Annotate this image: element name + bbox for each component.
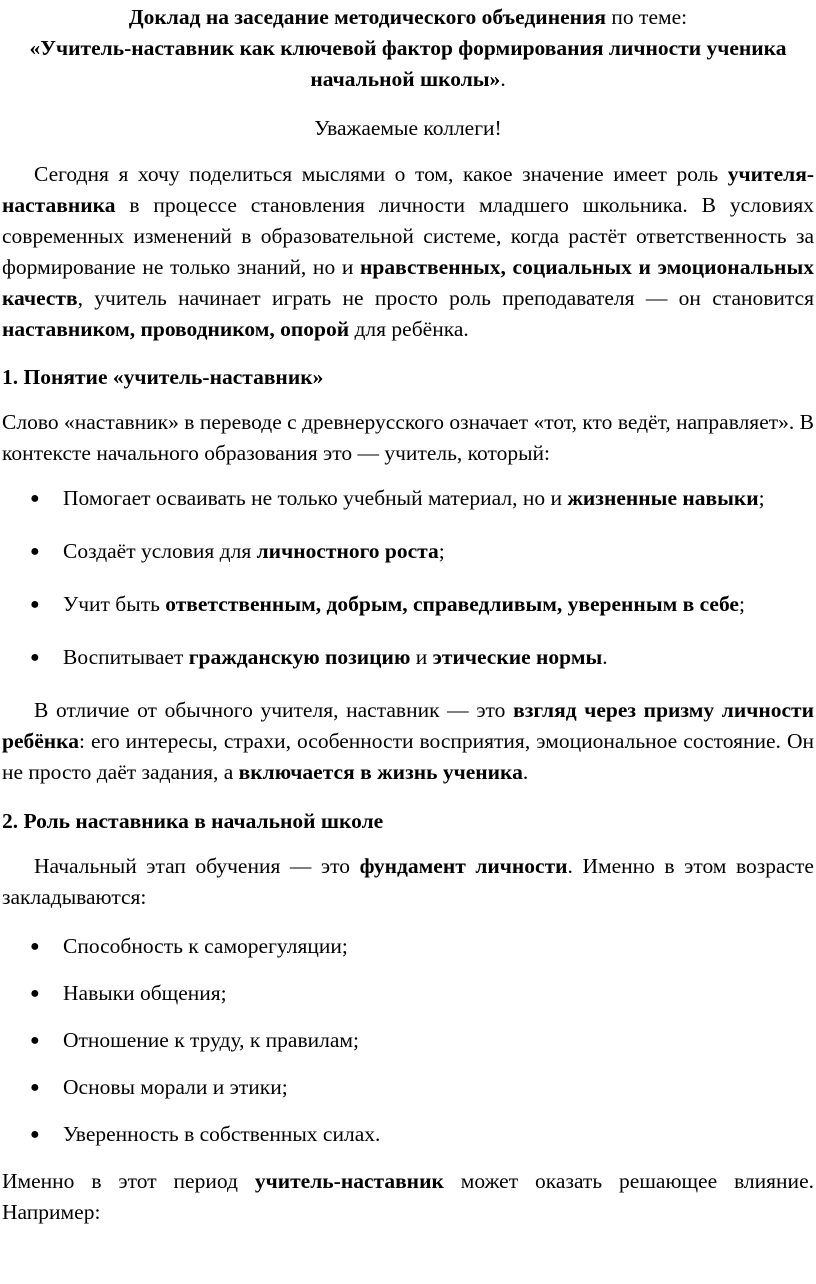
bullet-icon: ●	[30, 1126, 40, 1143]
section-2-heading: 2. Роль наставника в начальной школе	[2, 809, 384, 833]
greeting: Уважаемые коллеги!	[314, 116, 502, 140]
bullet-icon: ●	[30, 490, 40, 507]
intro-paragraph	[2, 159, 814, 345]
section-2-text-2: . Именно в этом возрасте закладываются:	[2, 854, 814, 909]
list-item-text: Создаёт условия для	[63, 539, 257, 563]
list-item	[2, 931, 814, 962]
intro-text-1: Сегодня я хочу поделиться мыслями о том, какое значение имеет роль	[34, 162, 728, 186]
list-item-text: Навыки общения;	[63, 981, 227, 1005]
bullet-icon: ●	[30, 938, 40, 955]
conclusion-bold-2: включается в жизнь ученика	[238, 760, 523, 784]
bullet-icon: ●	[30, 649, 40, 666]
list-item-bold: этические нормы	[432, 645, 603, 669]
list-item	[2, 1119, 814, 1150]
conclusion-bold-1: взгляд через призму личности ребёнка	[2, 698, 815, 753]
title-heading: Доклад на заседание методического объединения	[128, 5, 607, 29]
intro-bold-3: наставником, проводником, опорой	[2, 317, 350, 341]
conclusion-text-2: : его интересы, страхи, особенности восприятия, эмоциональное состояние. Он не просто даёт задания, а	[2, 729, 814, 784]
bullet-icon: ●	[30, 985, 40, 1002]
conclusion-text-3: .	[522, 760, 529, 784]
intro-bold-1: учителя-наставника	[2, 162, 814, 217]
report-title	[2, 2, 814, 95]
section-1-paragraph: Слово «наставник» в переводе с древнерусского означает «тот, кто ведёт, направляет». В контексте начального образования это — учитель, который:	[2, 410, 814, 465]
list-item	[2, 483, 814, 514]
intro-text-4: для ребёнка.	[349, 317, 469, 341]
list-item-end: ;	[738, 592, 745, 616]
list-item-text: Учит быть	[63, 592, 166, 616]
list-item-bold: личностного роста	[256, 539, 439, 563]
title-topic: «Учитель-наставник как ключевой фактор формирования личности ученика начальной школы»	[29, 36, 787, 91]
mentor-qualities-list	[2, 483, 814, 673]
section-2-text-1: Начальный этап обучения — это	[34, 854, 360, 878]
section-2-conclusion	[2, 1166, 814, 1228]
list-item-end: ;	[438, 539, 445, 563]
conclusion-text-1: В отличие от обычного учителя, наставник — это	[34, 698, 514, 722]
section-2-bold-1: фундамент личности	[359, 854, 568, 878]
list-item	[2, 1072, 814, 1103]
list-item	[2, 978, 814, 1009]
section-2-after-text-2: может оказать решающее влияние. Например:	[2, 1169, 814, 1224]
title-topic-end: .	[500, 67, 506, 91]
bullet-icon: ●	[30, 596, 40, 613]
title-suffix: по теме:	[606, 5, 688, 29]
list-item-bold: жизненные навыки	[567, 486, 759, 510]
list-item-text: Помогает осваивать не только учебный материал, но и	[63, 486, 568, 510]
list-item	[2, 642, 814, 673]
list-item-text: Способность к саморегуляции;	[63, 934, 348, 958]
section-2-after-bold: учитель-наставник	[254, 1169, 444, 1193]
foundations-list	[2, 931, 814, 1150]
list-item-text: Основы морали и этики;	[63, 1075, 288, 1099]
intro-text-2: в процессе становления личности младшего школьника. В условиях современных изменений в образовательной системе, когда растёт ответственность за формирование не только знаний, но и	[2, 193, 814, 279]
list-item-bold: гражданскую позицию	[188, 645, 411, 669]
section-2-paragraph	[2, 851, 814, 913]
list-item-end: .	[602, 645, 608, 669]
list-item-text: Воспитывает	[63, 645, 189, 669]
intro-text-3: , учитель начинает играть не просто роль преподавателя — он становится	[77, 286, 814, 310]
list-item	[2, 536, 814, 567]
bullet-icon: ●	[30, 1032, 40, 1049]
intro-bold-2: нравственных, социальных и эмоциональных качеств	[2, 255, 814, 310]
section-1-heading: 1. Понятие «учитель-наставник»	[2, 365, 324, 389]
list-item-text: Уверенность в собственных силах.	[63, 1122, 381, 1146]
list-item-end: ;	[758, 486, 765, 510]
list-item	[2, 589, 814, 620]
bullet-icon: ●	[30, 1079, 40, 1096]
list-item	[2, 1025, 814, 1056]
bullet-icon: ●	[30, 543, 40, 560]
section-2-after-text-1: Именно в этот период	[2, 1169, 255, 1193]
section-1-conclusion	[2, 695, 814, 788]
list-item-bold: ответственным, добрым, справедливым, уверенным в себе	[165, 592, 739, 616]
list-item-text: Отношение к труду, к правилам;	[63, 1028, 359, 1052]
list-item-text: и	[410, 645, 433, 669]
